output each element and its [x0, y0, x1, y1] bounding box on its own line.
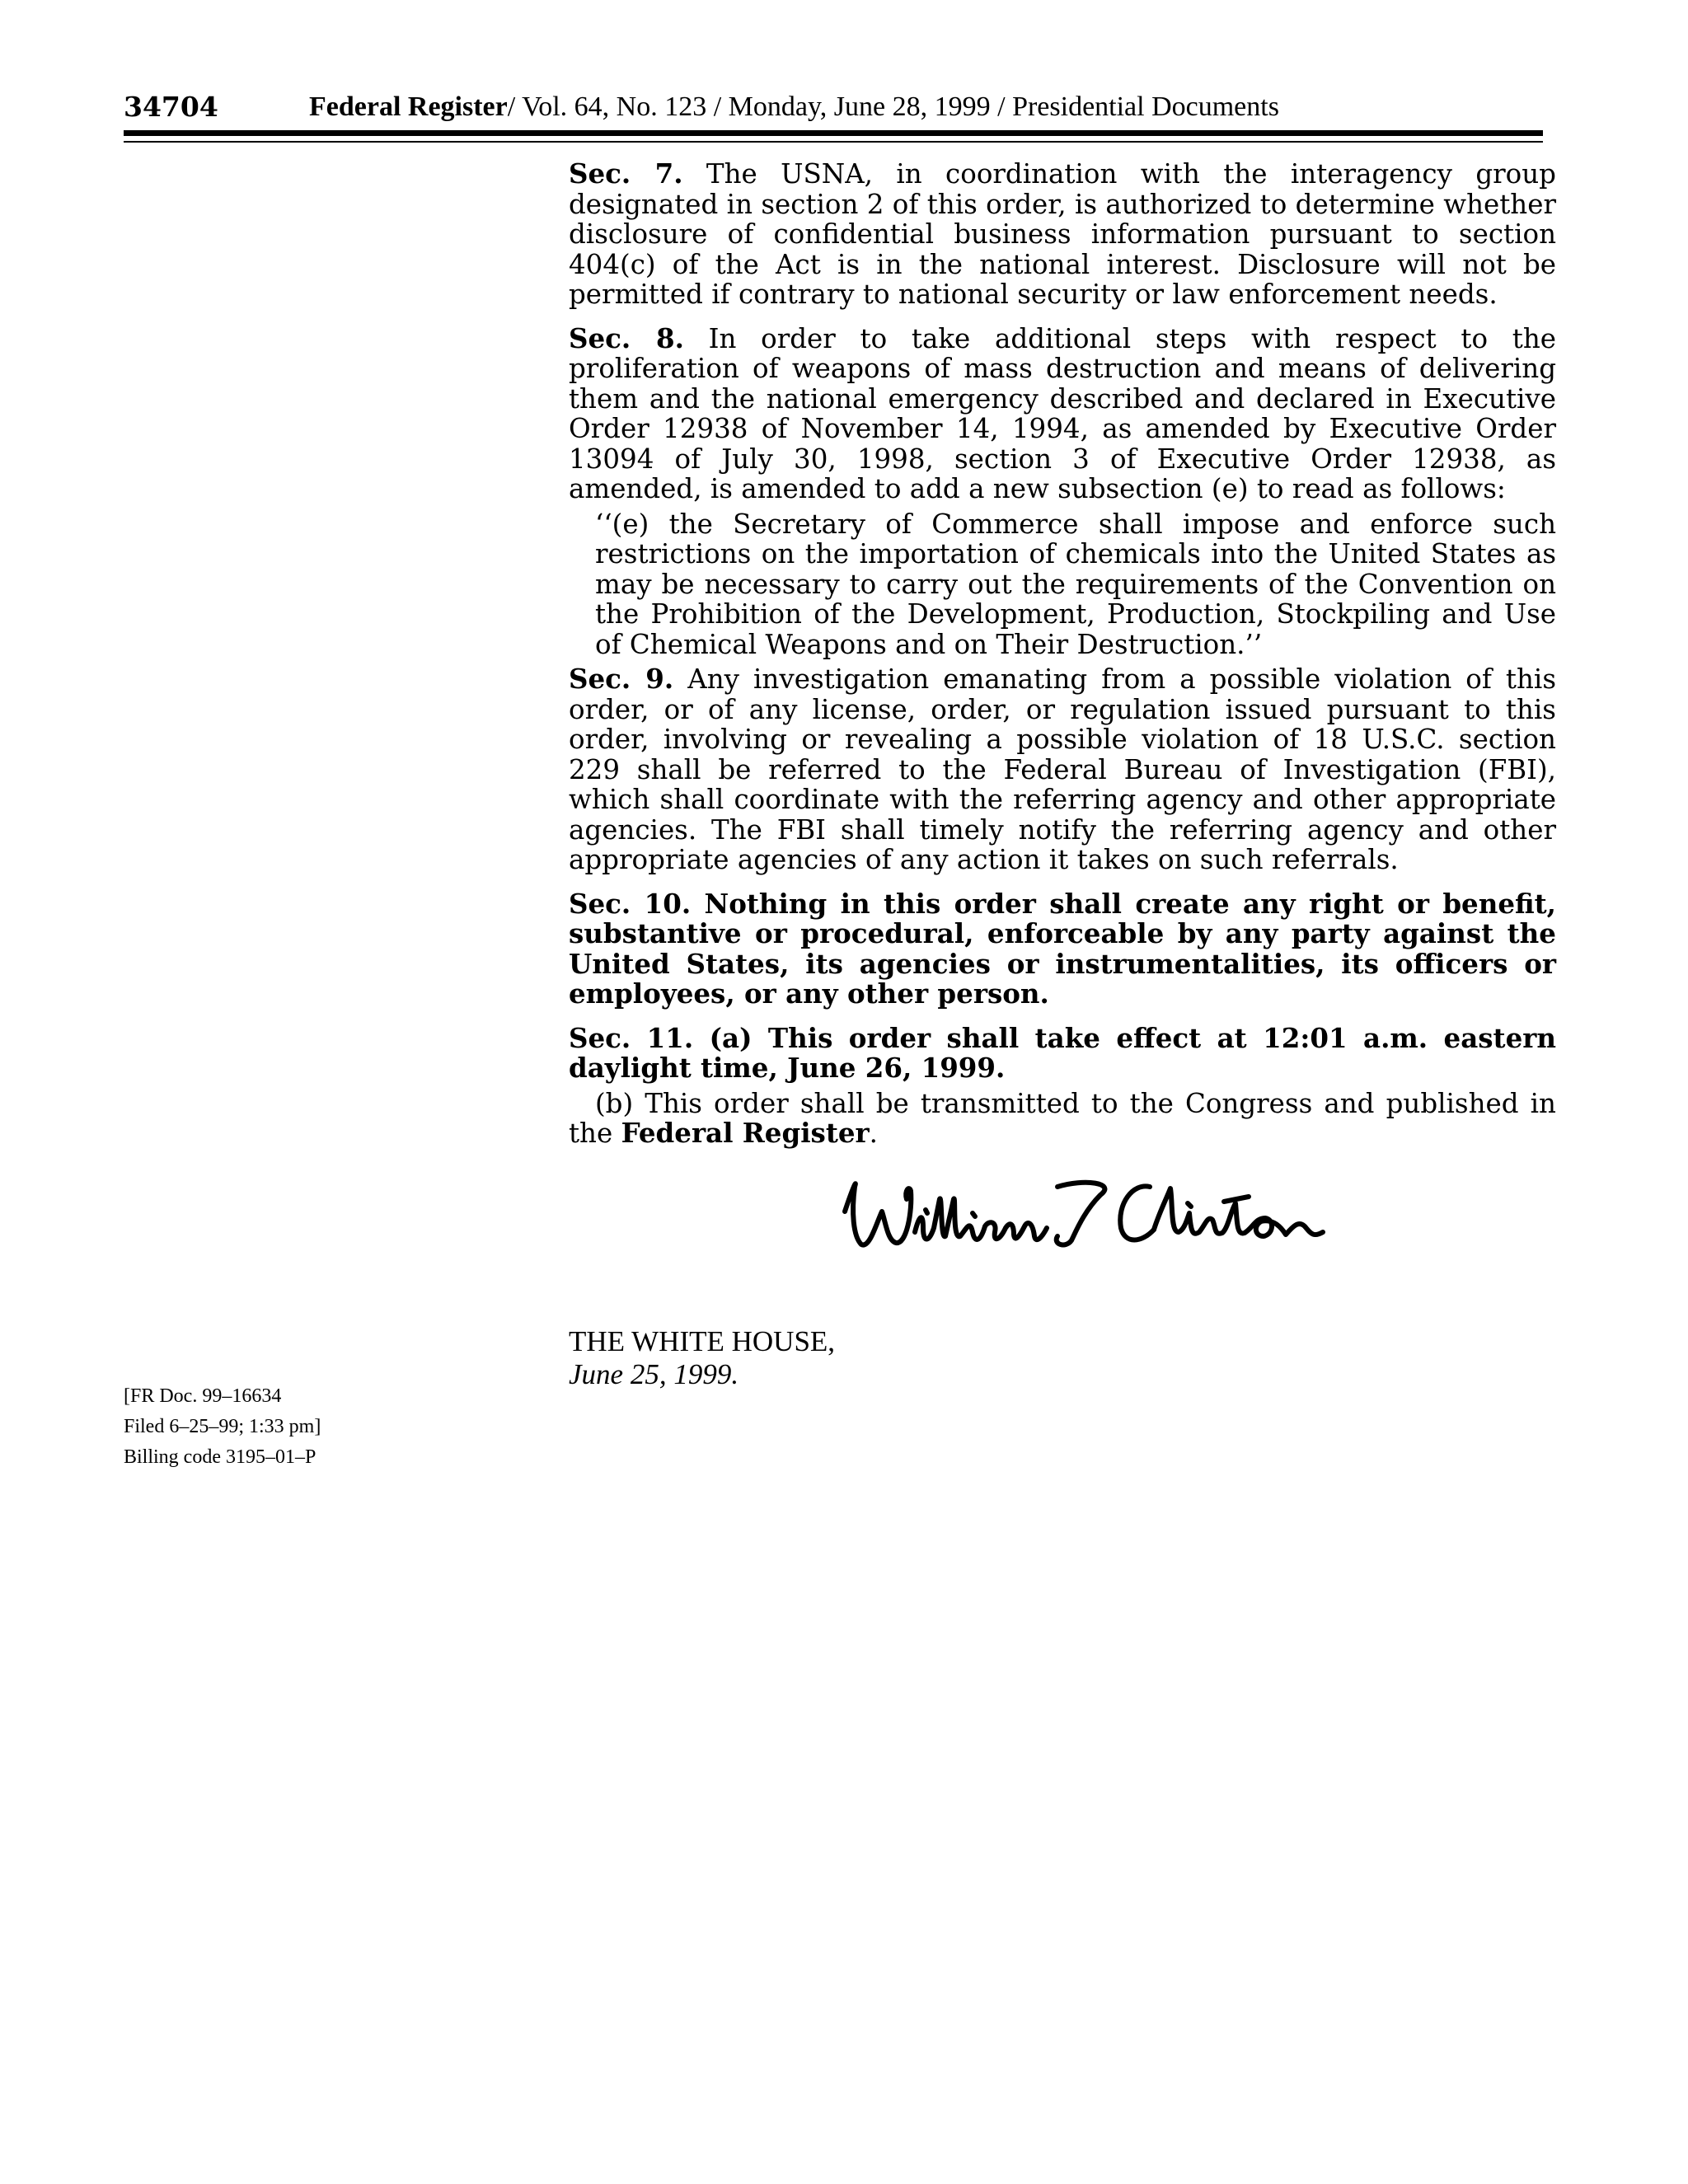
header-rule-thin — [124, 141, 1543, 143]
section-8 — [569, 321, 1557, 504]
issue-details: / Vol. 64, No. 123 / Monday, June 28, 1999 / Presidential Documents — [507, 91, 1279, 122]
filed-date: Filed 6–25–99; 1:33 pm] — [124, 1416, 321, 1437]
section-11b-suffix: . — [869, 1118, 878, 1149]
fr-doc-number: [FR Doc. 99–16634 — [124, 1385, 282, 1407]
section-9-text: Any investigation emanating from a possible violation of this order, or of any license, order, or regulation issued pursuant to this order, involving or revealing a possible violation of 18 U.S.C. section 229 shall be referred to the Federal Bureau of Investigation (FBI), which shall coordinate with the referring agency and other appropriate agencies. The FBI shall timely notify the referring agency and other appropriate agencies of any action it takes on such referrals. — [569, 663, 1556, 875]
section-11b-text: (b) This order shall be transmitted to the Congress and published in the — [569, 1087, 1556, 1149]
section-11b — [569, 1089, 1556, 1149]
section-8-text: In order to take additional steps with respect to the proliferation of weapons of mass destruction and means of delivering them and the national emergency described and declared in Executive Order 12938 of November 14, 1994, as amended by Executive Order 13094 of July 30, 1998, section 3 of Executive Order 12938, as amended, is amended to add a new subsection (e) to read as follows: — [569, 322, 1557, 504]
main-text-column — [569, 159, 1556, 1163]
running-head — [309, 89, 1279, 125]
section-7 — [569, 159, 1556, 310]
section-7-text: The USNA, in coordination with the interagency group designated in section 2 of this order, is authorized to determine whether disclosure of confidential business information pursuant to section 404(c) of the Act is in the national interest. Disclosure will not be permitted if contrary to national security or law enforcement needs. — [569, 158, 1556, 310]
journal-title: Federal Register — [309, 91, 508, 122]
section-11a: Sec. 11. (a) This order shall take effect at 12:01 a.m. eastern daylight time, June 26, 1999. — [569, 1021, 1556, 1084]
section-10: Sec. 10. Nothing in this order shall create any right or benefit, substantive or procedural, enforceable by any party against the United States, its agencies or instrumentalities, its officers or employees, or any other person. — [569, 887, 1556, 1010]
signing-date: June 25, 1999. — [569, 1358, 739, 1390]
page-header — [124, 89, 1543, 129]
header-rule-thick — [124, 130, 1543, 136]
white-house-label: THE WHITE HOUSE, — [569, 1325, 836, 1357]
section-9 — [569, 664, 1556, 875]
section-8-quote: ‘‘(e) the Secretary of Commerce shall impose and enforce such restrictions on the importation of chemicals into the United States as may be necessary to carry out the requirements of the Convention on the Prohibition of the Development, Production, Stockpiling and Use of Chemical Weapons and on Their Destruction.’’ — [595, 508, 1556, 660]
billing-code: Billing code 3195–01–P — [124, 1446, 316, 1468]
section-11b-bold: Federal Register — [621, 1117, 870, 1149]
presidential-signature — [837, 1154, 1430, 1277]
section-8-label: Sec. 8. — [569, 321, 684, 354]
closing-block — [569, 1325, 835, 1391]
section-7-label: Sec. 7. — [569, 157, 683, 190]
section-9-label: Sec. 9. — [569, 663, 674, 695]
filing-info — [124, 1381, 321, 1473]
page-number: 34704 — [124, 91, 218, 123]
